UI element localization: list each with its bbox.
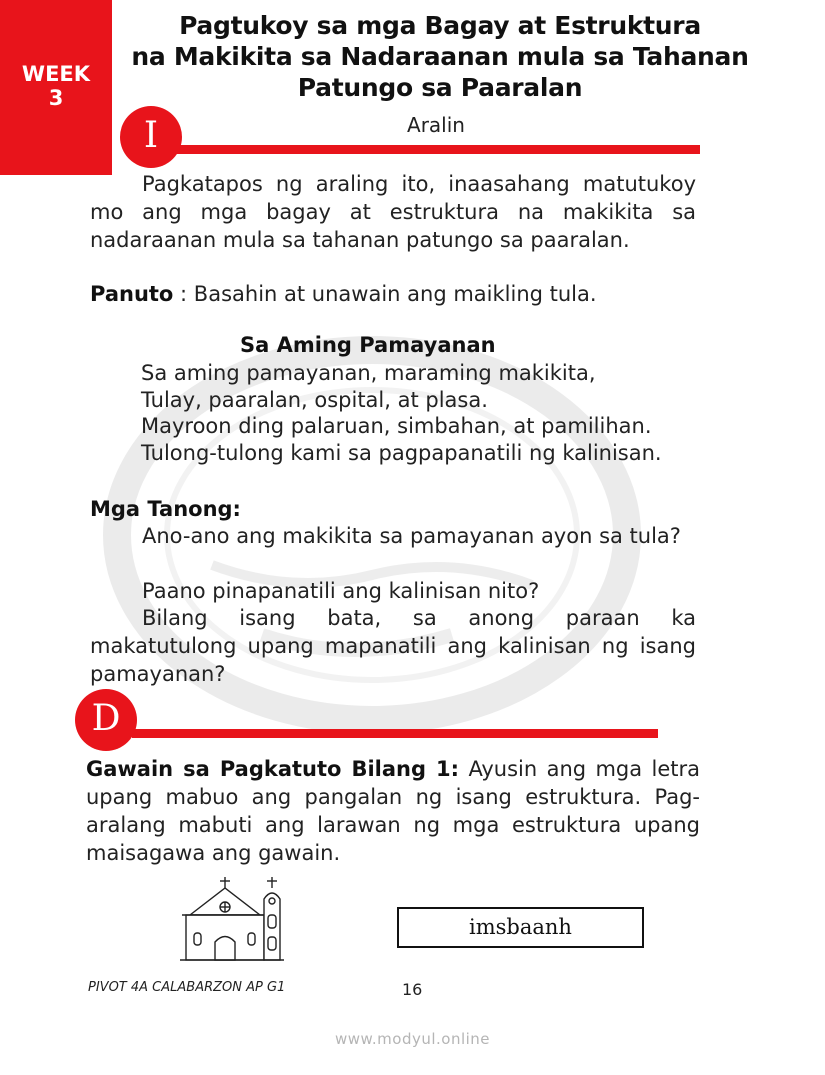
poem-line: Mayroon ding palaruan, simbahan, at pamilihan. [141,414,652,438]
poem-title: Sa Aming Pamayanan [240,333,496,357]
poem-line: Tulong-tulong kami sa pagpapanatili ng kalinisan. [141,440,662,465]
section-i-badge: I [120,106,182,168]
week-tab [0,0,112,175]
activity-text: Ayusin ang mga letra upang mabuo ang pangalan ng isang estruktura. Pag-aralang mabuti ang larawan ng mga estruktura upang maisagawa ang gawain. [86,757,701,865]
section-d-badge: D [75,689,137,751]
activity-paragraph [86,755,700,867]
panuto-text: : Basahin at unawain ang maikling tula. [173,282,597,306]
section-i-label: Aralin [407,113,465,137]
poem [141,360,701,466]
week-number: 3 [48,86,64,110]
page-number: 16 [402,980,423,999]
questions-heading: Mga Tanong: [90,497,241,521]
section-d-rule [132,729,658,738]
poem-line: Tulay, paaralan, ospital, at plasa. [141,387,488,412]
question-3: Bilang isang bata, sa anong paraan ka makatutulong upang mapanatili ang kalinisan ng isang pamayanan? [90,606,696,686]
intro-paragraph: Pagkatapos ng araling ito, inaasahang matutukoy mo ang mga bagay at estruktura na makikita sa nadaraanan mula sa tahanan patungo sa paaralan. [90,172,696,252]
church-icon [180,875,285,963]
title-line-1: Pagtukoy sa mga Bagay at Estruktura [179,11,701,40]
panuto [90,280,696,308]
week-label: WEEK [21,62,91,86]
poem-line: Sa aming pamayanan, maraming makikita, [141,361,596,385]
question-1: Ano-ano ang makikita sa pamayanan ayon sa tula? [142,524,681,548]
page-title [130,10,750,103]
scrambled-word-box: imsbaanh [397,907,644,948]
title-line-2: na Makikita sa Nadaraanan mula sa Tahanan [131,42,749,71]
panuto-label: Panuto [90,282,174,306]
footer-source: PIVOT 4A CALABARZON AP G1 [88,980,286,995]
site-watermark: www.modyul.online [334,1030,491,1048]
title-line-3: Patungo sa Paaralan [297,73,583,102]
section-i-rule [175,145,700,154]
activity-label: Gawain sa Pagkatuto Bilang 1: [86,757,460,781]
question-2: Paano pinapanatili ang kalinisan nito? [142,579,540,603]
